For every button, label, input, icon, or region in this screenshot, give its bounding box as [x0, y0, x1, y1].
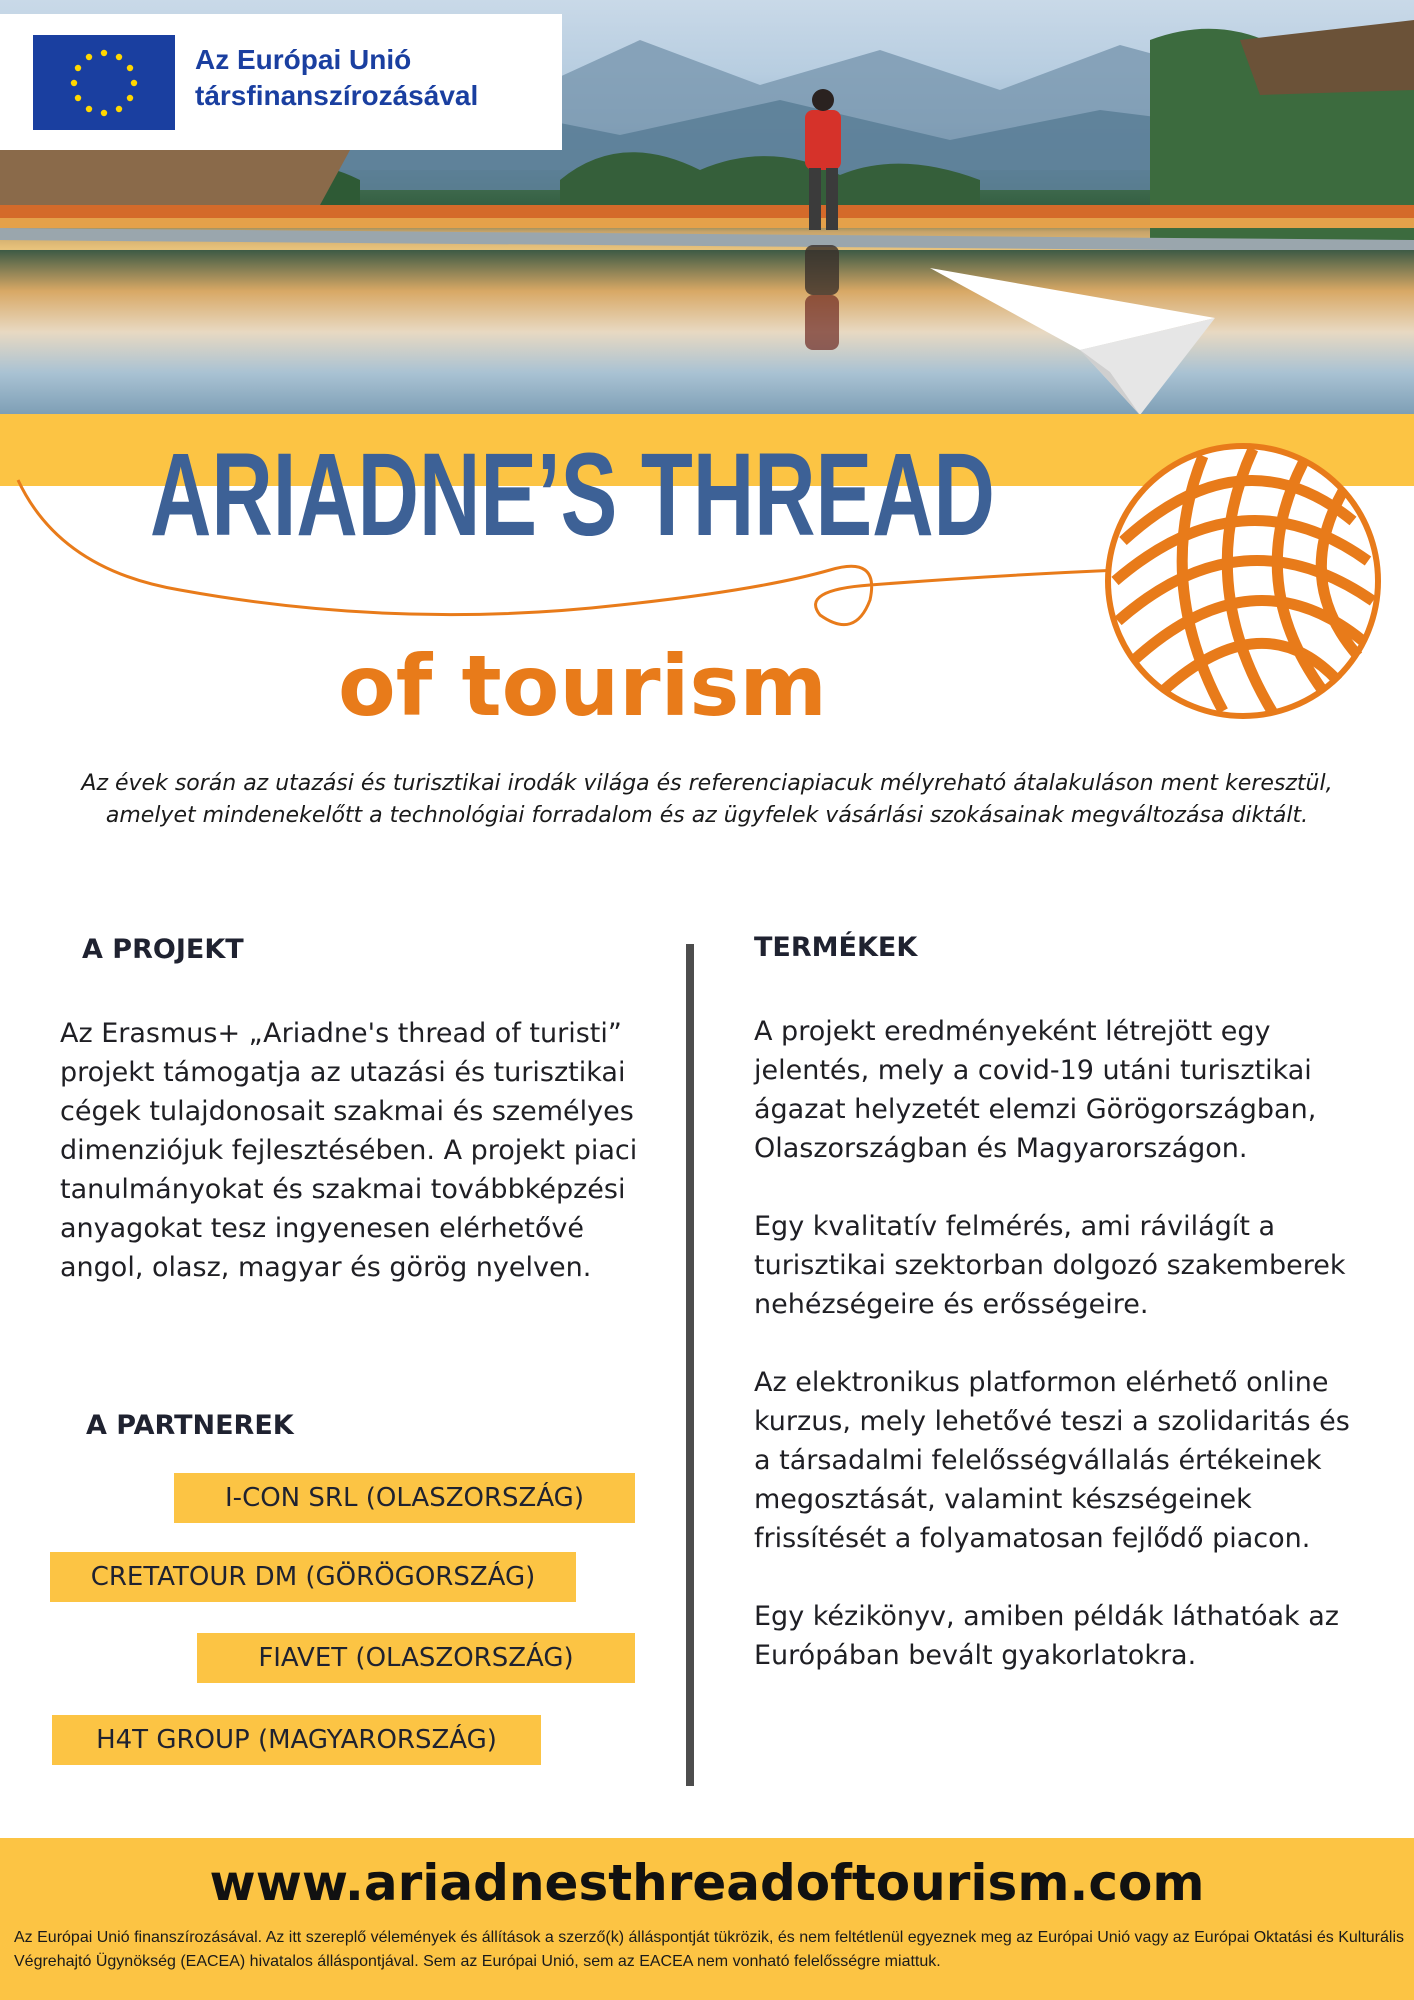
- project-heading: A PROJEKT: [82, 934, 244, 965]
- yarn-ball-icon: [1108, 446, 1378, 716]
- eu-cofunding-text: [195, 42, 478, 114]
- products-list: [754, 1012, 1366, 1714]
- eu-disclaimer: Az Európai Unió finanszírozásával. Az itt szereplő vélemények és állítások a szerző(k) álláspontját tükrözik, és nem feltétlenül egyeznek meg az Európai Unió vagy az Európai Oktatási és Kulturális Végrehajtó Ügynökség (EACEA) hivatalos álláspontjával. Sem az Európai Unió, sem az EACEA nem vonható felelősségre miattuk.: [14, 1929, 1405, 1970]
- product-item: Egy kézikönyv, amiben példák láthatóak az Európában bevált gyakorlatokra.: [754, 1601, 1339, 1671]
- partner-item: CRETATOUR DM (GÖRÖGORSZÁG): [50, 1552, 576, 1602]
- hero-photo: [0, 0, 1414, 414]
- website-link[interactable]: www.ariadnesthreadoftourism.com: [209, 1854, 1205, 1912]
- product-item: A projekt eredményeként létrejött egy jelentés, mely a covid-19 utáni turisztikai ágazat helyzetét elemzi Görögországban, Olaszországban és Magyarországon.: [754, 1016, 1317, 1164]
- partner-item: I-CON SRL (OLASZORSZÁG): [174, 1473, 635, 1523]
- product-item: Egy kvalitatív felmérés, ami rávilágít a turisztikai szektorban dolgozó szakemberek nehézségeire és erősségeire.: [754, 1211, 1346, 1320]
- partners-heading: A PARTNEREK: [86, 1410, 294, 1441]
- eu-flag-icon: [33, 35, 175, 130]
- partner-item: FIAVET (OLASZORSZÁG): [197, 1633, 635, 1683]
- page-title: ARIADNE’S THREAD: [150, 429, 995, 561]
- page-subtitle: of tourism: [338, 637, 827, 735]
- intro-text: Az évek során az utazási és turisztikai irodák világa és referenciapiacuk mélyreható átalakuláson ment keresztül, amelyet mindenekelőtt a technológiai forradalom és az ügyfelek vásárlási szokásainak megváltozása diktált.: [81, 771, 1333, 828]
- eu-cofunding-banner: [0, 14, 562, 150]
- product-item: Az elektronikus platformon elérhető online kurzus, mely lehetővé teszi a szolidaritás és a társadalmi felelősségvállalás értékeinek megosztását, valamint készségeinek frissítését a folyamatosan fejlődő piacon.: [754, 1367, 1350, 1554]
- column-divider: [686, 944, 694, 1786]
- products-heading: TERMÉKEK: [754, 932, 918, 963]
- eu-line-2: társfinanszírozásával: [195, 80, 479, 111]
- partner-item: H4T GROUP (MAGYARORSZÁG): [52, 1715, 541, 1765]
- eu-line-1: Az Európai Unió: [195, 44, 412, 75]
- project-text: Az Erasmus+ „Ariadne's thread of turisti” projekt támogatja az utazási és turisztikai cégek tulajdonosait szakmai és személyes dimenziójuk fejlesztésében. A projekt piaci tanulmányokat és szakmai továbbképzési anyagokat tesz ingyenesen elérhetővé angol, olasz, magyar és görög nyelven.: [60, 1018, 638, 1283]
